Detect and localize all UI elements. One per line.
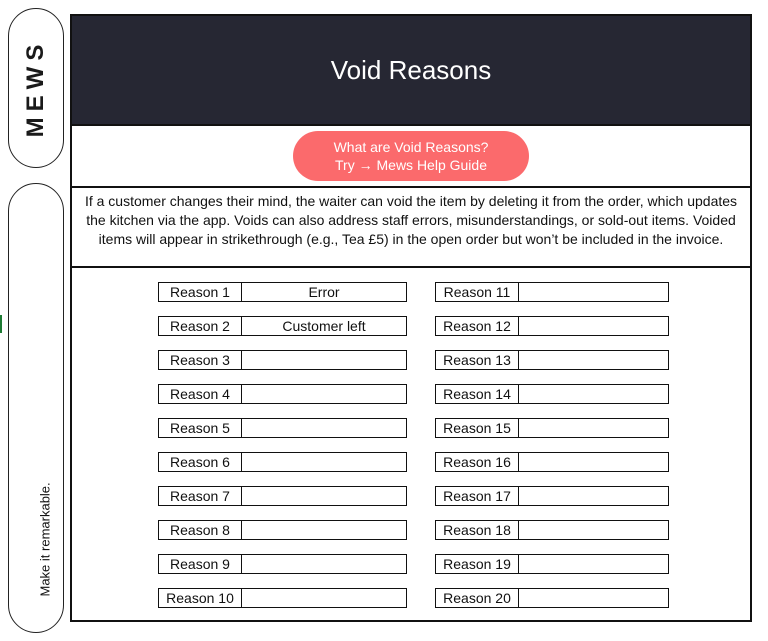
reason-value-input[interactable] [519, 350, 669, 370]
reason-value-input[interactable] [519, 452, 669, 472]
reason-row-8 [158, 520, 407, 540]
reason-label: Reason 10 [158, 588, 242, 608]
reason-label: Reason 5 [158, 418, 242, 438]
reason-value-input[interactable] [242, 554, 407, 574]
reason-row-14 [435, 384, 669, 404]
reason-row-15 [435, 418, 669, 438]
reason-label: Reason 16 [435, 452, 519, 472]
reason-row-19 [435, 554, 669, 574]
reason-value-input[interactable] [519, 316, 669, 336]
reason-value-input[interactable] [242, 520, 407, 540]
cell-marker [0, 315, 2, 333]
reason-label: Reason 14 [435, 384, 519, 404]
reason-value-input[interactable] [242, 384, 407, 404]
reason-label: Reason 15 [435, 418, 519, 438]
reason-row-11 [435, 282, 669, 302]
reason-label: Reason 19 [435, 554, 519, 574]
reason-label: Reason 6 [158, 452, 242, 472]
reason-value-input[interactable]: Error [242, 282, 407, 302]
reason-row-13 [435, 350, 669, 370]
help-guide-line1: What are Void Reasons? [333, 139, 489, 155]
reason-value-input[interactable] [519, 282, 669, 302]
reason-value-input[interactable] [519, 486, 669, 506]
reason-label: Reason 9 [158, 554, 242, 574]
reason-row-4 [158, 384, 407, 404]
help-guide-line2: Try → Mews Help Guide [335, 157, 487, 173]
reason-value-input[interactable] [242, 418, 407, 438]
reasons-column-left [158, 282, 407, 608]
reason-row-2 [158, 316, 407, 336]
tagline-pill [8, 183, 64, 633]
tagline: Make it remarkable. [37, 482, 53, 597]
reason-label: Reason 20 [435, 588, 519, 608]
reasons-column-right [435, 282, 669, 608]
reason-row-16 [435, 452, 669, 472]
reason-value-input[interactable] [519, 418, 669, 438]
reason-label: Reason 18 [435, 520, 519, 540]
void-reasons-sheet [70, 14, 752, 622]
reason-value-input[interactable] [519, 554, 669, 574]
reason-value-input[interactable] [242, 486, 407, 506]
reason-value-input[interactable] [242, 452, 407, 472]
reason-value-input[interactable] [242, 588, 407, 608]
reason-row-5 [158, 418, 407, 438]
reason-value-input[interactable] [242, 350, 407, 370]
reason-label: Reason 12 [435, 316, 519, 336]
cta-row [72, 126, 750, 188]
page-title: Void Reasons [330, 54, 492, 85]
reason-row-12 [435, 316, 669, 336]
reason-label: Reason 1 [158, 282, 242, 302]
reason-row-3 [158, 350, 407, 370]
reason-label: Reason 11 [435, 282, 519, 302]
description: If a customer changes their mind, the waiter can void the item by deleting it from the order, which updates the kitchen via the app. Voids can also address staff errors, misunderstandings, or sold-out items. Voided items will appear in strikethrough (e.g., Tea £5) in the open order but won’t be included in the invoice. [72, 188, 750, 268]
reason-label: Reason 3 [158, 350, 242, 370]
reason-row-6 [158, 452, 407, 472]
reason-label: Reason 17 [435, 486, 519, 506]
brand-pill [8, 8, 64, 168]
reason-value-input[interactable] [519, 384, 669, 404]
reason-row-10 [158, 588, 407, 608]
reason-label: Reason 2 [158, 316, 242, 336]
help-guide-button[interactable] [293, 131, 529, 181]
reason-row-1 [158, 282, 407, 302]
reason-row-18 [435, 520, 669, 540]
reason-value-input[interactable] [519, 520, 669, 540]
reason-row-17 [435, 486, 669, 506]
reason-label: Reason 7 [158, 486, 242, 506]
reason-value-input[interactable]: Customer left [242, 316, 407, 336]
reason-label: Reason 4 [158, 384, 242, 404]
header [72, 16, 750, 126]
reason-row-7 [158, 486, 407, 506]
reason-row-9 [158, 554, 407, 574]
reason-value-input[interactable] [519, 588, 669, 608]
reason-row-20 [435, 588, 669, 608]
mews-logo: MEWS [22, 38, 49, 138]
reason-label: Reason 13 [435, 350, 519, 370]
reasons-grid [72, 268, 750, 624]
reason-label: Reason 8 [158, 520, 242, 540]
